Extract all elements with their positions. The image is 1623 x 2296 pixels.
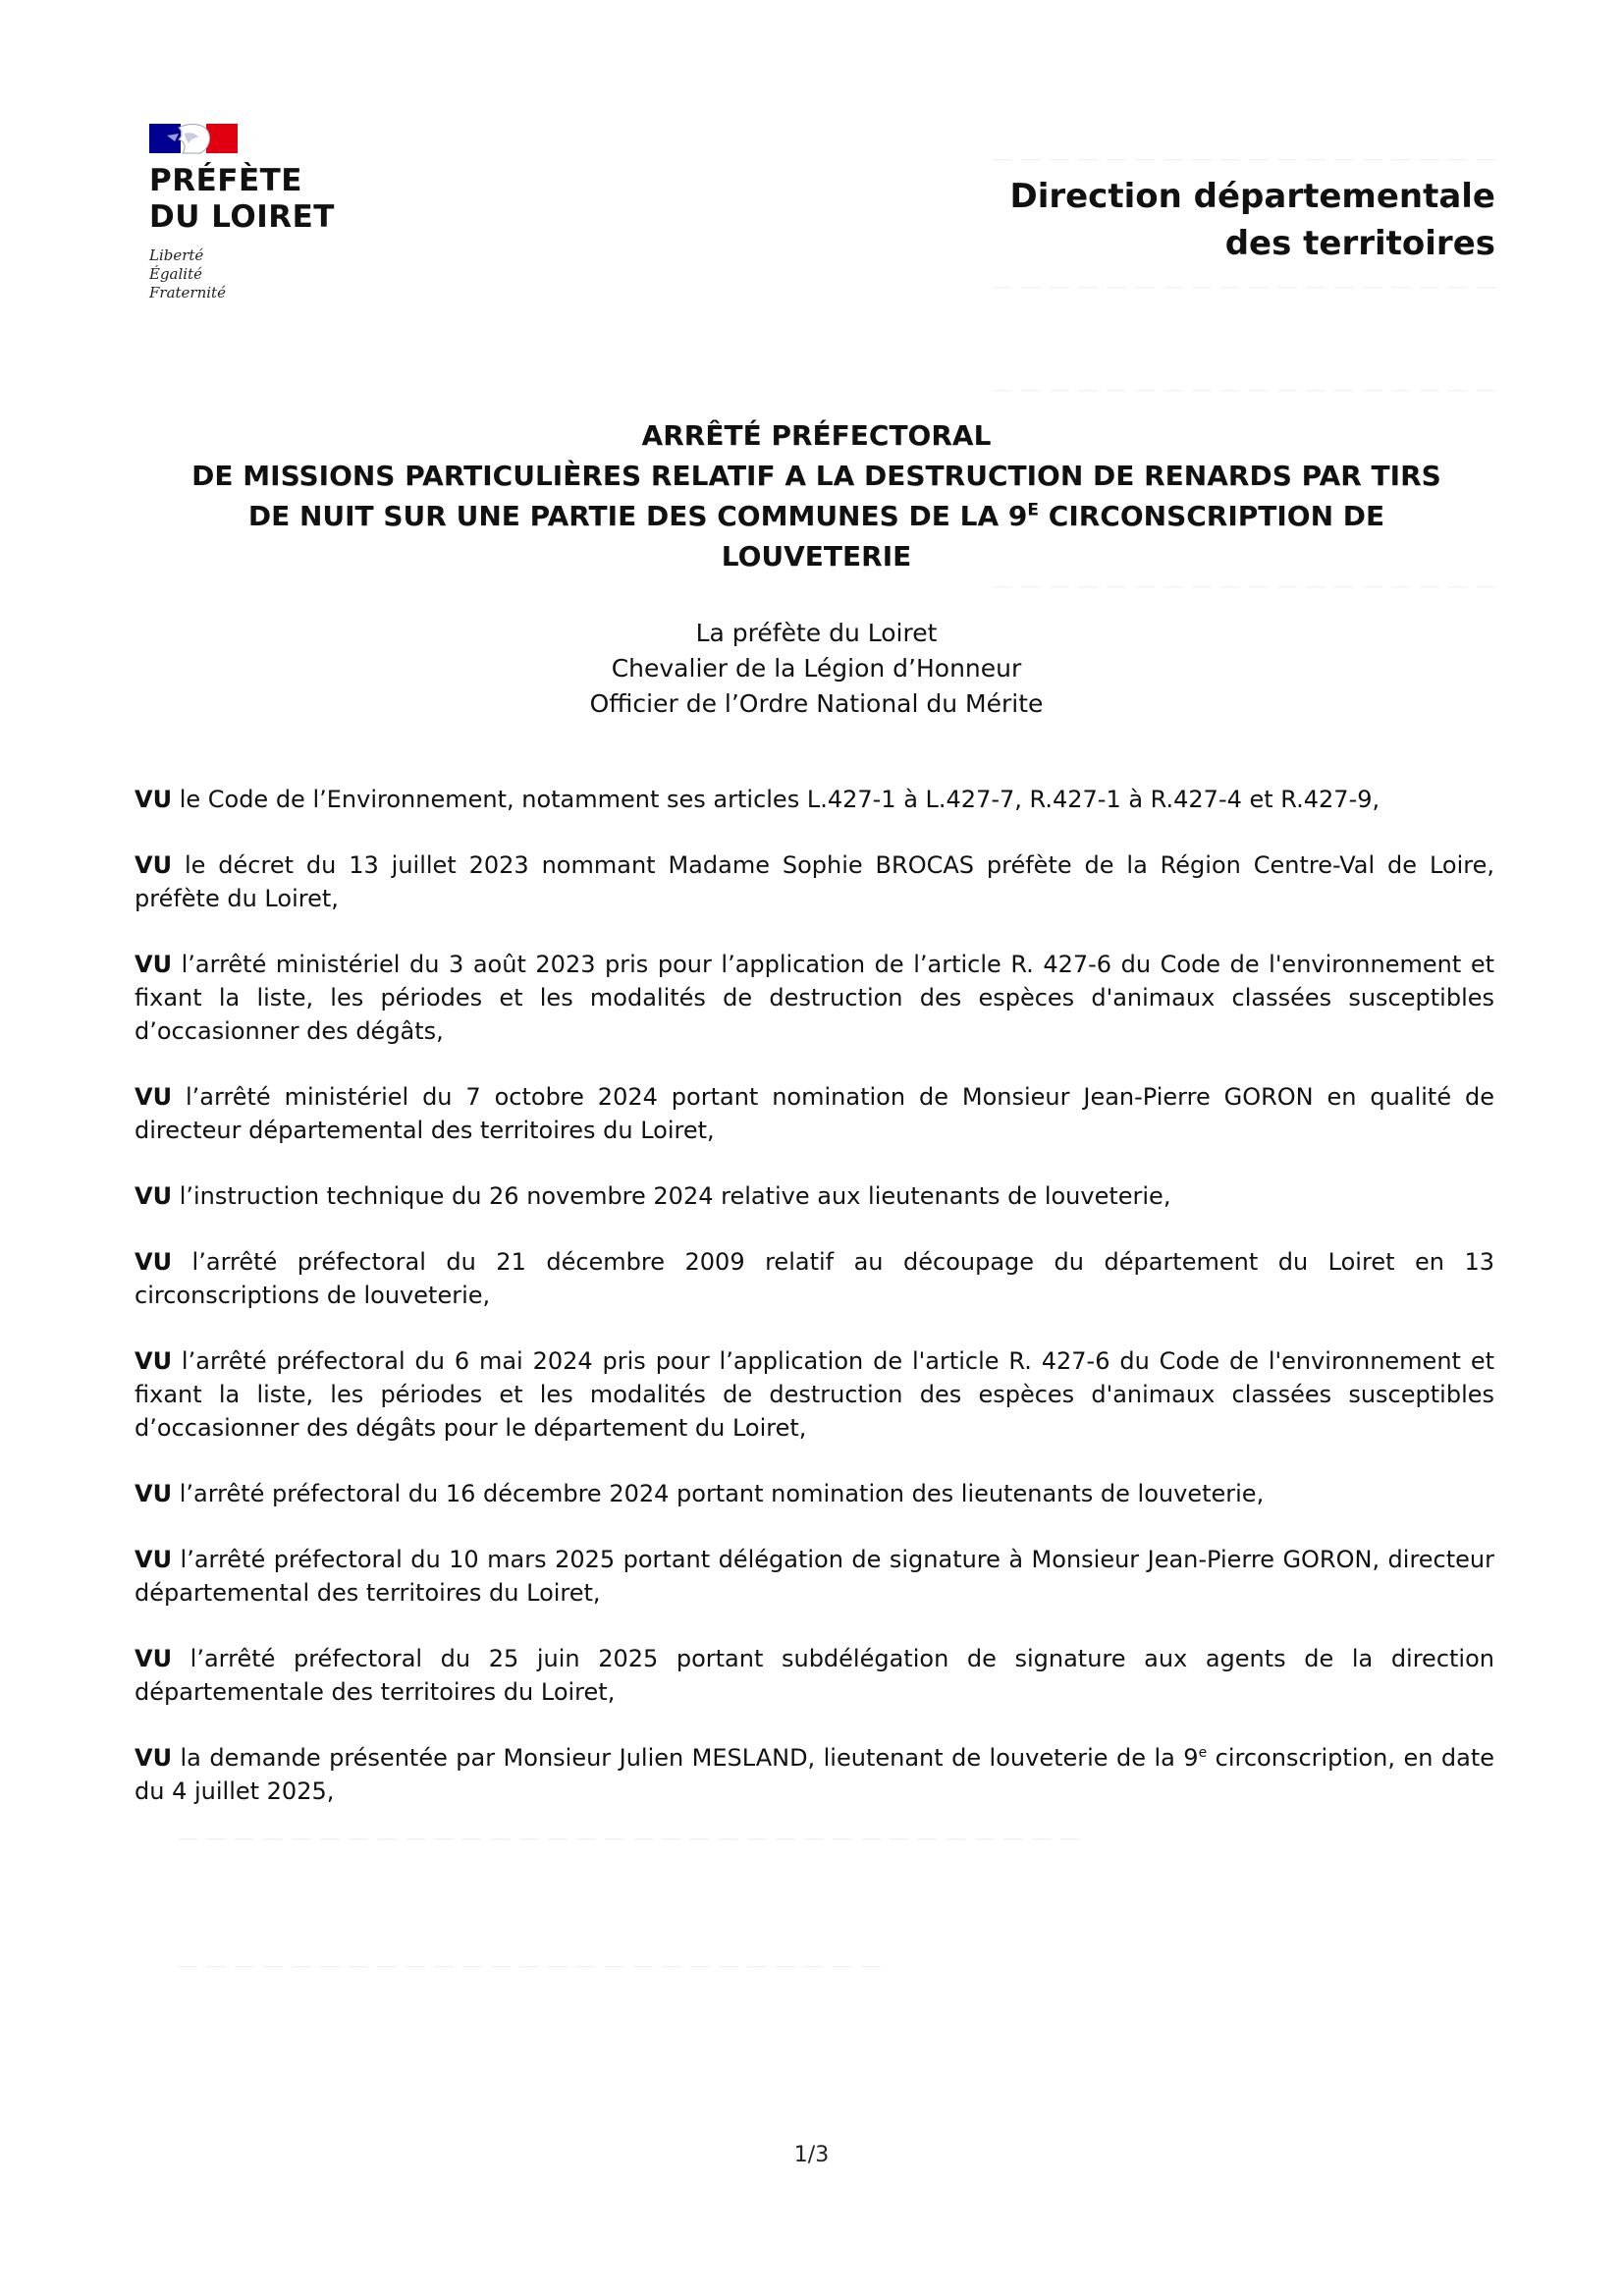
verso-show-through bbox=[992, 378, 1497, 403]
considerant-text: l’arrêté ministériel du 3 août 2023 pris pour l’application de l’article R. 427-6 du Code de l'environnement et fixant la liste, les périodes et les modalités de destruction des espèces d'animaux classées susceptibles d’occasionner des dégâts, bbox=[135, 951, 1494, 1045]
verso-show-through bbox=[992, 574, 1497, 599]
verso-show-through bbox=[992, 275, 1497, 300]
issuer-line: Chevalier de la Légion d’Honneur bbox=[611, 654, 1022, 683]
considerant-text: l’arrêté préfectoral du 10 mars 2025 portant délégation de signature à Monsieur Jean-Pierre GORON, directeur départemental des territoires du Loiret, bbox=[135, 1546, 1494, 1607]
title-line: LOUVETERIE bbox=[721, 540, 912, 573]
prefecture-name-line: PRÉFÈTE bbox=[149, 163, 302, 198]
ordinal-superscript: e bbox=[1198, 1745, 1208, 1761]
considerant-text: l’arrêté préfectoral du 16 décembre 2024 portant nomination des lieutenants de louveterie, bbox=[172, 1480, 1265, 1507]
vu-label: VU bbox=[135, 1744, 173, 1772]
prefecture-name bbox=[149, 163, 335, 236]
vu-label: VU bbox=[135, 1182, 173, 1210]
considerant-item bbox=[135, 1477, 1494, 1510]
vu-label: VU bbox=[135, 1248, 173, 1276]
considerant-text: l’arrêté ministériel du 7 octobre 2024 portant nomination de Monsieur Jean-Pierre GORON en qualité de directeur départemental des territoires du Loiret, bbox=[135, 1083, 1494, 1144]
vu-label: VU bbox=[135, 1083, 173, 1111]
considerant-item bbox=[135, 1080, 1494, 1147]
direction-line: des territoires bbox=[1224, 224, 1495, 263]
issuer-line: La préfète du Loiret bbox=[695, 619, 938, 647]
considerant-text: l’arrêté préfectoral du 25 juin 2025 portant subdélégation de signature aux agents de la direction départementale des territoires du Loiret, bbox=[135, 1645, 1494, 1706]
motto-line: Fraternité bbox=[149, 284, 226, 301]
motto-line: Égalité bbox=[149, 265, 202, 283]
vu-label: VU bbox=[135, 951, 173, 978]
considerant-item bbox=[135, 1741, 1494, 1808]
verso-show-through bbox=[177, 1954, 882, 1979]
considerant-text: la demande présentée par Monsieur Julien MESLAND, lieutenant de louveterie de la 9 bbox=[172, 1744, 1199, 1772]
issuer-block bbox=[137, 616, 1495, 722]
considerant-text: circonscription, en date du 4 juillet 2025, bbox=[135, 1744, 1495, 1805]
title-text: CIRCONSCRIPTION DE bbox=[1039, 500, 1385, 532]
vu-label: VU bbox=[135, 1347, 173, 1375]
considerant-item bbox=[135, 1245, 1494, 1312]
considerant-text: l’arrêté préfectoral du 6 mai 2024 pris pour l’application de l'article R. 427-6 du Code de l'environnement et fixant la liste, les périodes et les modalités de destruction des espèces d'animaux classées susceptibles d’occasionner des dégâts pour le département du Loiret, bbox=[135, 1347, 1494, 1442]
considerant-text: le Code de l’Environnement, notamment ses articles L.427-1 à L.427-7, R.427-1 à R.427-4 et R.427-9, bbox=[172, 786, 1380, 813]
issuing-direction bbox=[1009, 173, 1495, 267]
considerant-text: l’instruction technique du 26 novembre 2024 relative aux lieutenants de louveterie, bbox=[172, 1182, 1171, 1210]
considerant-item bbox=[135, 1179, 1494, 1213]
considerant-item bbox=[135, 1642, 1494, 1709]
vu-label: VU bbox=[135, 1480, 173, 1507]
republic-motto bbox=[149, 246, 226, 302]
marianne-logo-icon bbox=[149, 120, 240, 155]
prefecture-name-line: DU LOIRET bbox=[149, 199, 335, 235]
verso-show-through bbox=[992, 147, 1497, 172]
page-number: 1/3 bbox=[793, 2143, 830, 2167]
considerant-item bbox=[135, 1344, 1494, 1445]
considerant-item bbox=[135, 1543, 1494, 1610]
vu-label: VU bbox=[135, 786, 173, 813]
considerant-text: le décret du 13 juillet 2023 nommant Madame Sophie BROCAS préfète de la Région Centre-Val de Loire, préfète du Loiret, bbox=[135, 851, 1494, 912]
title-line: ARRÊTÉ PRÉFECTORAL bbox=[641, 419, 992, 452]
vu-label: VU bbox=[135, 1645, 173, 1672]
vu-label: VU bbox=[135, 851, 173, 879]
title-line bbox=[137, 496, 1495, 536]
issuer-line: Officier de l’Ordre National du Mérite bbox=[589, 689, 1044, 718]
document-title bbox=[137, 415, 1495, 576]
considerant-text: l’arrêté préfectoral du 21 décembre 2009 relatif au découpage du département du Loiret en 13 circonscriptions de louveterie, bbox=[135, 1248, 1494, 1309]
title-text: DE NUIT SUR UNE PARTIE DES COMMUNES DE LA 9 bbox=[247, 500, 1028, 532]
considerant-item bbox=[135, 848, 1494, 915]
vu-label: VU bbox=[135, 1546, 173, 1573]
considerant-item bbox=[135, 948, 1494, 1048]
considerant-item bbox=[135, 783, 1494, 816]
motto-line: Liberté bbox=[149, 246, 204, 264]
title-line: DE MISSIONS PARTICULIÈRES RELATIF A LA DESTRUCTION DE RENARDS PAR TIRS bbox=[191, 460, 1441, 492]
considerants-list bbox=[135, 783, 1494, 1840]
direction-line: Direction départementale bbox=[1009, 177, 1495, 216]
ordinal-superscript: E bbox=[1027, 500, 1040, 520]
